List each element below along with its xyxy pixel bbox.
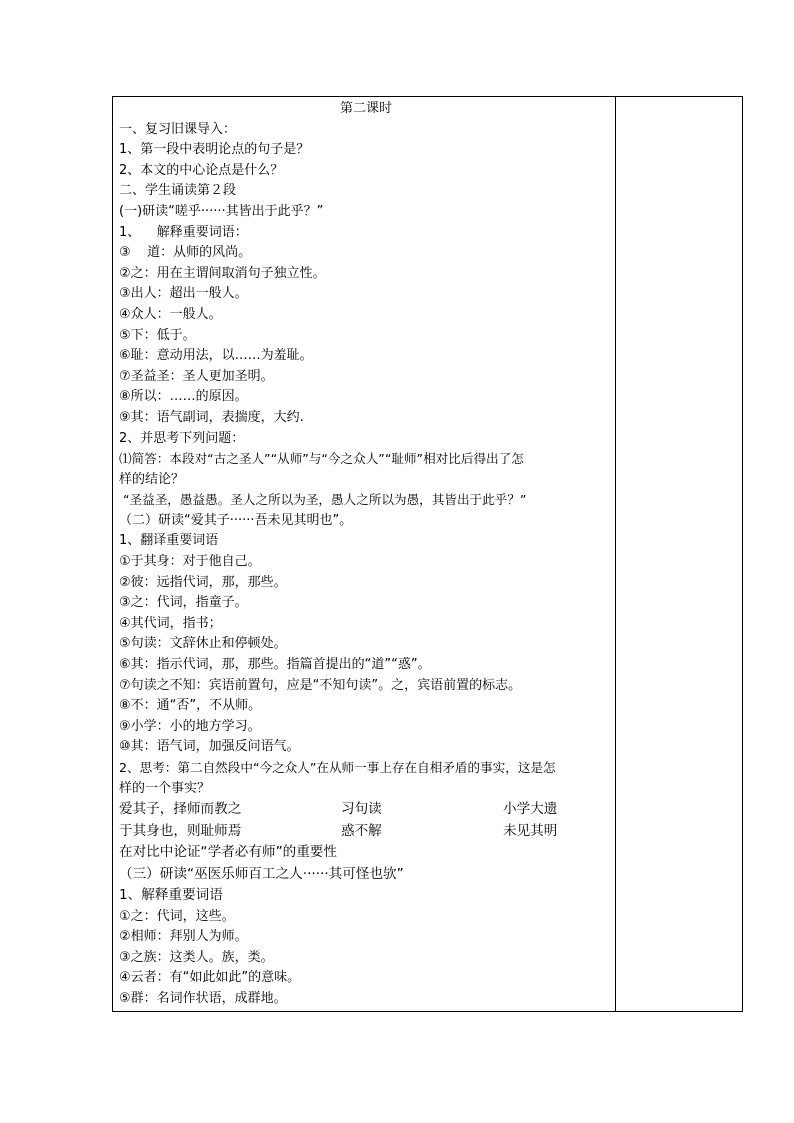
text-line: ②彼：远指代词，那，那些。 [119,574,287,590]
compare-cell: 习句读 [341,801,382,818]
text-line: ⑨小学：小的地方学习。 [119,718,261,734]
text-line: 样的一个事实？ [119,780,211,796]
text-line: 在对比中论证“学者必有师”的重要性 [119,844,337,861]
text-line: （三）研读“巫医乐师百工之人······其可怪也欤” [119,865,404,882]
text-line: ④云者：有“如此如此”的意味。 [119,970,301,986]
text-line: 一、复习旧课导入： [119,121,237,137]
text-line: ⑨其：语气副词，表揣度，大约. [119,409,304,425]
text-line: ③出人：超出一般人。 [119,286,248,302]
text-line: （二）研读“爱其子······吾未见其明也”。 [119,512,353,528]
text-line: 1、第一段中表明论点的句子是？ [119,142,310,158]
text-line: 1、 解释重要词语： [119,224,248,240]
text-line: ④众人：一般人。 [119,306,222,322]
text-line: ⑦句读之不知：宾语前置句，应是“不知句读”。之，宾语前置的标志。 [119,677,522,693]
lesson-content-cell [119,99,613,1010]
lesson-title: 第二课时 [339,101,392,116]
compare-row [119,799,613,821]
text-line: 二、学生诵读第２段 [119,183,237,199]
compare-cell: 惑不解 [341,822,382,839]
compare-cell: 爱其子，择师而教之 [119,801,242,818]
compare-cell: 小学大遗 [503,801,558,818]
text-line: ①之：代词，这些。 [119,908,235,924]
compare-row [119,821,613,843]
text-line: ⑦圣益圣：圣人更加圣明。 [119,368,274,384]
text-line: ⑥其：指示代词，那，那些。指篇首提出的“道”“惑”。 [119,657,431,673]
text-line: ⑤句读：文辞休止和停顿处。 [119,636,287,652]
text-line: ④其代词，指书； [119,615,222,631]
text-line: ①于其身：对于他自己。 [119,554,261,570]
text-line: ⑴简答：本段对“古之圣人”“从师”与“今之众人”“耻师”相对比后得出了怎 [119,451,524,467]
compare-cell: 于其身也，则耻师焉 [119,822,242,839]
text-line: ③之：代词，指童子。 [119,595,248,611]
text-line: “圣益圣，愚益愚。圣人之所以为圣，愚人之所以为愚，其皆出于此乎？” [119,492,527,508]
text-line: 2、本文的中心论点是什么？ [119,162,284,178]
text-line: 1、翻译重要词语 [119,533,219,549]
text-line: ⑥耻：意动用法，以……为羞耻。 [119,348,313,364]
text-line: ⑤群：名词作状语，成群地。 [119,991,287,1007]
text-line: 样的结论？ [119,471,185,487]
text-line: ②相师：拜别人为师。 [119,929,248,945]
compare-cell: 未见其明 [503,822,558,839]
text-line: ⑧所以：……的原因。 [119,389,248,405]
text-line: 1、解释重要词语 [119,887,223,904]
text-line: ⑤下：低于。 [119,327,196,343]
column-divider [615,97,616,1011]
lesson-table [112,96,743,1012]
text-line: ⑩其：语气词，加强反问语气。 [119,739,300,755]
text-line: ②之：用在主谓间取消句子独立性。 [119,265,326,281]
text-line: ③ 道：从师的风尚。 [119,245,252,261]
text-line: 2、并思考下列问题： [119,430,245,446]
text-line: ③之族：这类人。族，类。 [119,949,274,965]
text-line: (一)研读“嗟乎······其皆出于此乎？” [119,203,324,219]
text-line: ⑧不：通“否”，不从师。 [119,698,262,714]
text-line: 2、思考：第二自然段中“今之众人”在从师一事上存在自相矛盾的事实，这是怎 [119,760,556,775]
